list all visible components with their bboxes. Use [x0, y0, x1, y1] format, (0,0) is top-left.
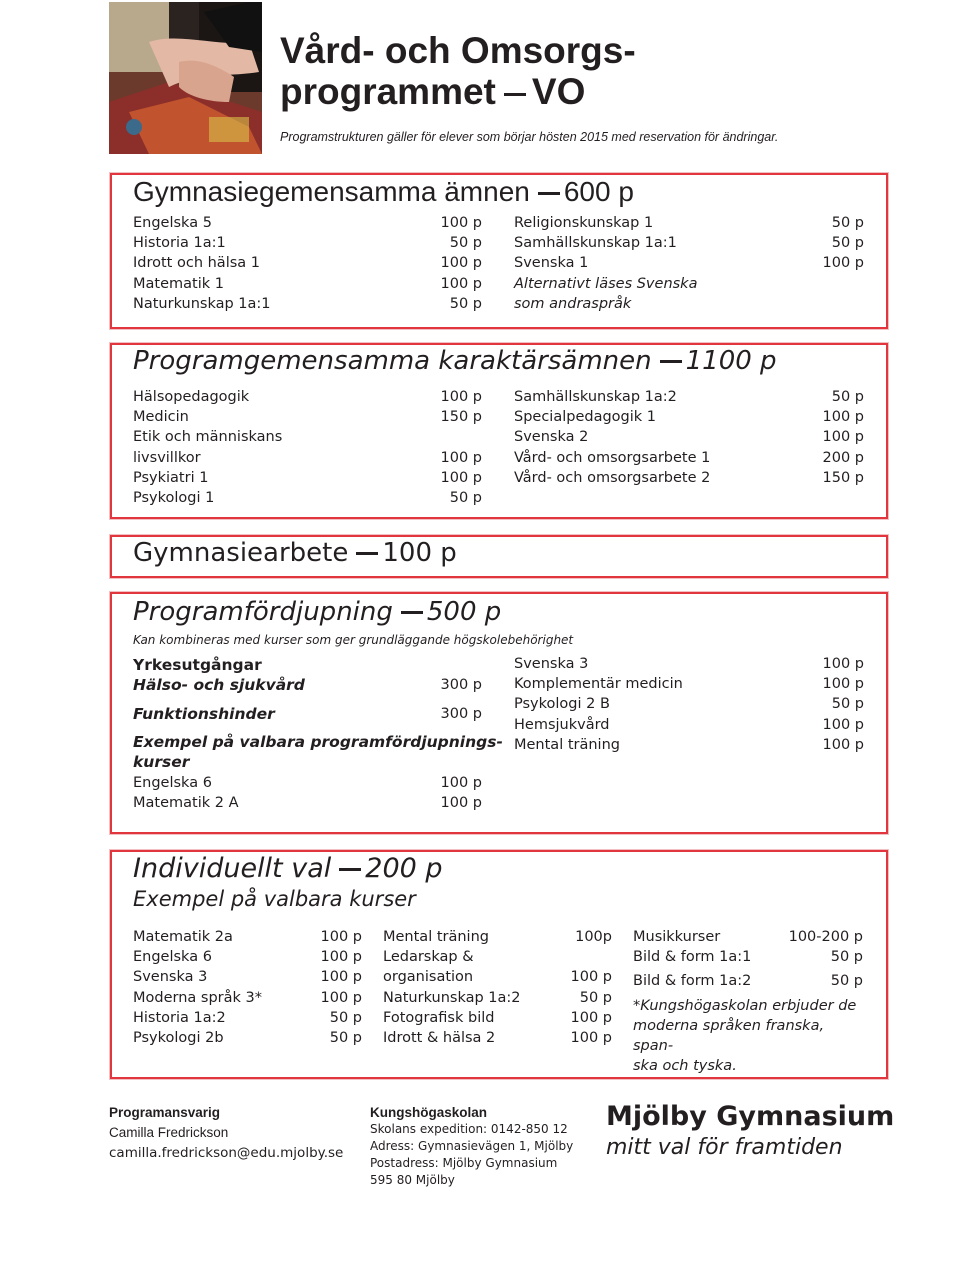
course-row: [133, 233, 482, 253]
course-name: Moderna språk 3*: [133, 989, 262, 1006]
course-name: Historia 1a:1: [133, 235, 226, 252]
course-points: 50 p: [329, 1029, 362, 1046]
course-points: 100 p: [570, 969, 612, 986]
course-name: Samhällskunskap 1a:2: [514, 389, 677, 405]
course-name: Engelska 6: [133, 774, 212, 791]
course-points: 100 p: [440, 774, 482, 791]
course-name: Psykologi 1: [133, 489, 215, 506]
school-phone: Skolans expedition: 0142-850 12: [370, 1122, 568, 1136]
course-points: 100 p: [440, 389, 482, 405]
course-row: [133, 407, 482, 427]
course-row: [514, 468, 864, 488]
course-row: [133, 793, 482, 813]
course-points: 50 p: [831, 215, 864, 231]
course-points: 100 p: [440, 275, 482, 292]
course-name: Religionskunskap 1: [514, 215, 654, 231]
course-row: [514, 233, 864, 253]
course-points: 100 p: [320, 989, 362, 1006]
course-points: 100 p: [570, 1009, 612, 1026]
course-row: [133, 294, 482, 314]
course-row: [514, 407, 864, 427]
course-row: [383, 1028, 612, 1048]
course-row: [633, 927, 863, 947]
course-points: 50 p: [449, 295, 482, 312]
course-row: [514, 735, 864, 755]
course-row: [133, 927, 362, 947]
course-name: Naturkunskap 1a:1: [133, 295, 271, 312]
course-name: Mental träning: [383, 929, 489, 945]
course-points: 50 p: [449, 235, 482, 252]
course-name: Hälsopedagogik: [133, 389, 250, 405]
course-points: 100 p: [440, 794, 482, 811]
course-name: Komplementär medicin: [514, 676, 683, 693]
individuellt-title: Individuellt val 200 p: [133, 853, 443, 884]
course-row: [383, 988, 612, 1008]
course-name: Svenska 1: [514, 255, 589, 272]
course-row: [514, 427, 864, 447]
karaktar-left-list: [133, 387, 482, 508]
fordjupning-title: Programfördjupning 500 p: [133, 597, 502, 627]
example-heading-2: kurser: [133, 753, 190, 772]
course-points: 50 p: [831, 696, 864, 713]
course-points: 100 p: [822, 736, 864, 753]
course-points: 100 p: [320, 949, 362, 966]
course-points: 100p: [575, 929, 612, 945]
yrkes-heading: Yrkesutgångar: [133, 656, 262, 674]
course-name: Historia 1a:2: [133, 1009, 226, 1026]
gemensamma-title: Gymnasiegemensamma ämnen 600 p: [133, 176, 634, 207]
course-name: Svenska 2: [514, 429, 589, 446]
ansvarig-email[interactable]: camilla.fredrickson@edu.mjolby.se: [109, 1145, 344, 1161]
course-points: 100 p: [822, 656, 864, 672]
course-name: Idrott och hälsa 1: [133, 255, 260, 272]
yrkes-item: Hälso- och sjukvård 300 p: [133, 676, 482, 695]
course-row: [133, 213, 482, 233]
course-points: 50 p: [329, 1009, 362, 1026]
title-line-1: Vård- och Omsorgs-: [280, 30, 636, 71]
course-row: [514, 448, 864, 468]
school-address: Adress: Gymnasievägen 1, Mjölby: [370, 1139, 574, 1153]
course-row: [514, 654, 864, 674]
course-points: 50 p: [831, 235, 864, 252]
footer-school: [370, 1104, 573, 1189]
course-row: [133, 427, 482, 447]
course-points: 100 p: [822, 255, 864, 272]
footer-ansvarig: [109, 1103, 343, 1163]
course-name: Svenska 3: [133, 969, 208, 986]
course-name: Matematik 2 A: [133, 794, 239, 811]
karaktar-title: Programgemensamma karaktärsämnen 1100 p: [133, 346, 777, 376]
school-postal: Postadress: Mjölby Gymnasium: [370, 1156, 558, 1170]
course-name: Bild & form 1a:2: [633, 973, 752, 990]
course-name: Engelska 6: [133, 949, 212, 966]
course-points: 100 p: [440, 469, 482, 486]
course-row: [133, 468, 482, 488]
ansvarig-heading: Programansvarig: [109, 1105, 221, 1120]
course-name: organisation: [383, 969, 474, 986]
fordjupning-note: Kan kombineras med kurser som ger grundläggande högskolebehörighet: [133, 633, 574, 647]
course-row: [133, 947, 362, 967]
individuellt-subtitle: Exempel på valbara kurser: [133, 887, 416, 911]
course-name: Specialpedagogik 1: [514, 409, 656, 426]
course-points: 100 p: [440, 449, 482, 466]
course-row: [133, 488, 482, 508]
page-subtitle: Programstrukturen gäller för elever som börjar hösten 2015 med reservation för ändringar.: [280, 130, 779, 144]
course-points: 100 p: [570, 1029, 612, 1046]
course-row: [133, 387, 482, 407]
course-row: [133, 1028, 362, 1048]
course-row: [133, 988, 362, 1008]
course-name: Mental träning: [514, 736, 620, 753]
page-title: [280, 30, 636, 112]
course-name: Svenska 3: [514, 656, 589, 672]
course-name: Engelska 5: [133, 215, 212, 231]
gemensamma-right-list: [514, 213, 864, 314]
course-points: 100-200 p: [788, 929, 863, 945]
course-row: [514, 694, 864, 714]
course-points: 150 p: [440, 409, 482, 426]
fordjupning-right-list: [514, 654, 864, 755]
course-points: 50 p: [579, 989, 612, 1006]
course-row: [633, 971, 863, 991]
course-row: [383, 947, 612, 967]
course-name: Medicin: [133, 409, 189, 426]
brand-slogan: mitt val för framtiden: [606, 1135, 843, 1160]
course-row: [514, 387, 864, 407]
course-name: Psykologi 2 B: [514, 696, 610, 713]
ansvarig-name: Camilla Fredrickson: [109, 1125, 229, 1140]
course-name: Vård- och omsorgsarbete 1: [514, 449, 711, 466]
fordjupning-left: [133, 655, 503, 813]
course-name: Fotografisk bild: [383, 1009, 495, 1026]
course-name: Etik och människans: [133, 429, 283, 446]
course-name: Naturkunskap 1a:2: [383, 989, 521, 1006]
course-row: [514, 674, 864, 694]
course-row: [133, 1008, 362, 1028]
course-name: Samhällskunskap 1a:1: [514, 235, 677, 252]
course-points: 50 p: [449, 489, 482, 506]
course-row: [514, 715, 864, 735]
title-line-2: programmet VO: [280, 71, 586, 112]
course-points: 50 p: [831, 389, 864, 405]
course-points: 100 p: [440, 255, 482, 272]
example-heading-1: Exempel på valbara programfördjupnings-: [133, 733, 503, 752]
course-name: Bild & form 1a:1: [633, 949, 752, 966]
individuellt-footnote: *Kungshögaskolan erbjuder de moderna språken franska, span- ska och tyska.: [633, 997, 857, 1075]
course-row: [133, 967, 362, 987]
course-row: [514, 213, 864, 233]
course-points: 100 p: [440, 215, 482, 231]
course-points: 100 p: [822, 429, 864, 446]
course-name: Musikkurser: [633, 929, 721, 945]
course-row: [383, 967, 612, 987]
course-name: Matematik 1: [133, 275, 224, 292]
course-row: [133, 448, 482, 468]
gemensamma-left-list: [133, 213, 482, 314]
course-name: Psykiatri 1: [133, 469, 209, 486]
course-name: Matematik 2a: [133, 929, 233, 945]
course-name: Ledarskap &: [383, 949, 474, 966]
course-points: 100 p: [320, 929, 362, 945]
course-points: 100 p: [822, 676, 864, 693]
course-points: 100 p: [320, 969, 362, 986]
school-zip: 595 80 Mjölby: [370, 1173, 455, 1187]
gemensamma-note-2: som andraspråk: [514, 295, 632, 312]
course-name: Psykologi 2b: [133, 1029, 224, 1046]
gemensamma-note-1: Alternativt läses Svenska: [514, 275, 698, 292]
individuellt-col-2: [383, 927, 612, 1048]
brand-logo: Mjölby Gymnasium: [606, 1101, 895, 1132]
course-row: [133, 253, 482, 273]
header-photo: [109, 2, 262, 154]
course-points: 50 p: [830, 949, 863, 966]
course-row: [133, 773, 482, 793]
yrkes-item: Funktionshinder 300 p: [133, 705, 482, 724]
course-name: livsvillkor: [133, 449, 201, 466]
arbete-title: Gymnasiearbete 100 p: [133, 538, 457, 568]
course-points: 100 p: [822, 716, 864, 733]
course-row: [633, 947, 863, 967]
course-row: [514, 253, 864, 273]
school-heading: Kungshögaskolan: [370, 1105, 488, 1120]
course-points: 100 p: [822, 409, 864, 426]
course-name: Idrott & hälsa 2: [383, 1029, 496, 1046]
course-points: 50 p: [830, 973, 863, 990]
course-name: Vård- och omsorgsarbete 2: [514, 469, 711, 486]
course-row: [383, 927, 612, 947]
course-name: Hemsjukvård: [514, 716, 610, 733]
course-points: 200 p: [822, 449, 864, 466]
course-row: [383, 1008, 612, 1028]
individuellt-col-1: [133, 927, 362, 1048]
course-points: 150 p: [822, 469, 864, 486]
course-row: [133, 274, 482, 294]
karaktar-right-list: [514, 387, 864, 488]
individuellt-col-3: [633, 927, 863, 1076]
